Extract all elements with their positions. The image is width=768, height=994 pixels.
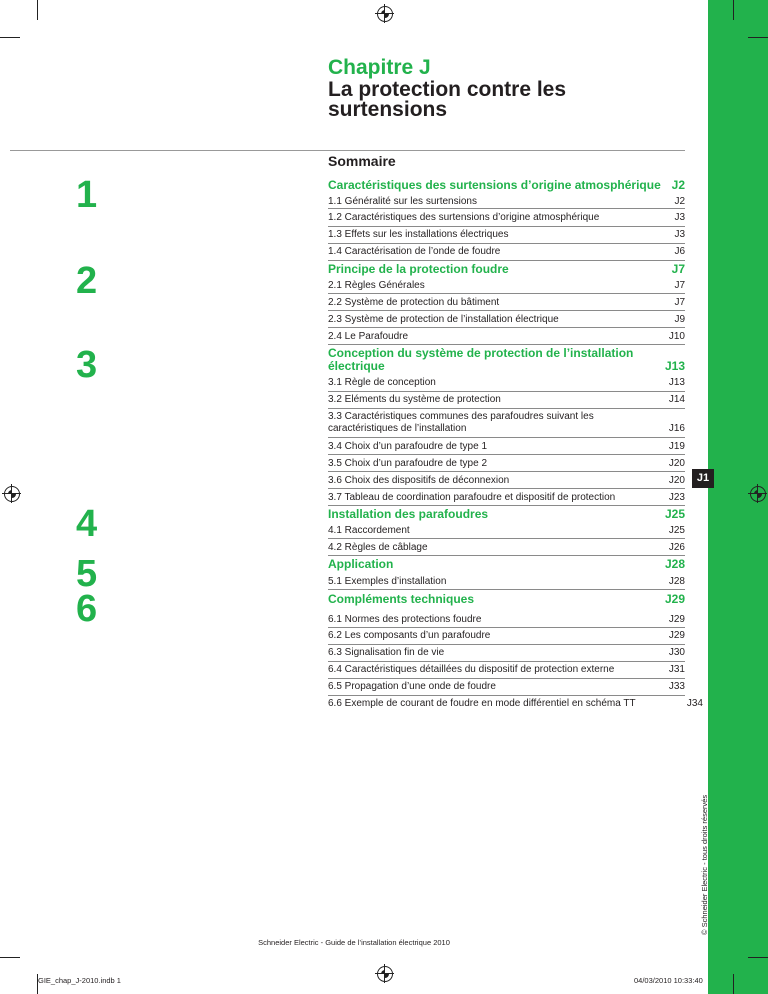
section-title[interactable]: Application J28 xyxy=(328,557,685,571)
toc-item[interactable]: 6.3 Signalisation fin de vie J30 xyxy=(328,647,685,658)
section-number: 5 xyxy=(76,553,98,595)
section-number: 4 xyxy=(76,503,98,545)
sommaire-heading: Sommaire xyxy=(328,153,396,169)
toc-rule xyxy=(328,589,685,590)
chapter-label: Chapitre J xyxy=(328,56,431,79)
toc-rule xyxy=(328,454,685,455)
toc-rule xyxy=(328,555,685,556)
toc-rule xyxy=(328,538,685,539)
date-slug: 04/03/2010 10:33:40 xyxy=(634,976,703,985)
toc-item[interactable]: 1.1 Généralité sur les surtensions J2 xyxy=(328,196,685,207)
page-footer: Schneider Electric - Guide de l’installation électrique 2010 xyxy=(258,938,450,947)
toc-item[interactable]: 5.1 Exemples d’installation J28 xyxy=(328,576,685,587)
toc-item[interactable]: 4.2 Règles de câblage J26 xyxy=(328,542,685,553)
section-number: 2 xyxy=(76,260,98,302)
toc-item[interactable]: 3.2 Eléments du système de protection J14 xyxy=(328,394,685,405)
toc-item[interactable]: 2.4 Le Parafoudre J10 xyxy=(328,331,685,342)
toc-item[interactable]: 3.6 Choix des dispositifs de déconnexion J20 xyxy=(328,475,685,486)
toc-rule xyxy=(328,226,685,227)
toc-item[interactable]: 3.4 Choix d’un parafoudre de type 1 J19 xyxy=(328,441,685,452)
toc-rule xyxy=(328,391,685,392)
crop-mark xyxy=(733,0,734,20)
registration-mark-icon xyxy=(750,486,766,502)
toc-rule xyxy=(328,437,685,438)
divider xyxy=(10,150,685,151)
toc-item[interactable]: 6.5 Propagation d’une onde de foudre J33 xyxy=(328,681,685,692)
toc-rule xyxy=(328,260,685,261)
chapter-tab: J1 xyxy=(692,469,714,488)
crop-mark xyxy=(733,974,734,994)
toc-rule xyxy=(328,327,685,328)
toc-item[interactable]: 3.1 Règle de conception J13 xyxy=(328,377,685,388)
toc-item[interactable]: 3.3 Caractéristiques communes des parafoudres suivant les caractéristiques de l’installation J16 xyxy=(328,411,685,434)
chapter-title: La protection contre les surtensions xyxy=(328,78,567,121)
toc-item[interactable]: 1.3 Effets sur les installations électriques J3 xyxy=(328,229,685,240)
toc-rule xyxy=(328,471,685,472)
toc-rule xyxy=(328,310,685,311)
toc-item[interactable]: 2.2 Système de protection du bâtiment J7 xyxy=(328,297,685,308)
toc-rule xyxy=(328,243,685,244)
toc-item[interactable]: 6.1 Normes des protections foudre J29 xyxy=(328,614,685,625)
toc-item[interactable]: 1.4 Caractérisation de l’onde de foudre J6 xyxy=(328,246,685,257)
section-title[interactable]: Principe de la protection foudre J7 xyxy=(328,262,685,276)
toc-rule xyxy=(328,344,685,345)
toc-rule xyxy=(328,695,685,696)
registration-mark-icon xyxy=(4,486,20,502)
toc-rule xyxy=(328,644,685,645)
crop-mark xyxy=(0,957,20,958)
section-number: 6 xyxy=(76,588,98,630)
crop-mark xyxy=(37,0,38,20)
toc-rule xyxy=(328,661,685,662)
toc-rule xyxy=(328,408,685,409)
toc-rule xyxy=(328,293,685,294)
section-title[interactable]: Conception du système de protection de l’installation électrique J13 xyxy=(328,346,685,373)
toc-item[interactable]: 1.2 Caractéristiques des surtensions d’origine atmosphérique J3 xyxy=(328,212,685,223)
copyright: © Schneider Electric - tous droits réservés xyxy=(700,794,709,935)
toc-item[interactable]: 6.4 Caractéristiques détaillées du dispositif de protection externe J31 xyxy=(328,664,685,675)
toc-rule xyxy=(328,505,685,506)
toc-item[interactable]: 2.1 Règles Générales J7 xyxy=(328,280,685,291)
crop-mark xyxy=(748,957,768,958)
toc-item[interactable]: 2.3 Système de protection de l’installation électrique J9 xyxy=(328,314,685,325)
registration-mark-icon xyxy=(377,6,393,22)
toc-item[interactable]: 6.2 Les composants d’un parafoudre J29 xyxy=(328,630,685,641)
file-slug: GIE_chap_J-2010.indb 1 xyxy=(38,976,121,985)
toc-rule xyxy=(328,208,685,209)
section-number: 1 xyxy=(76,174,98,216)
toc-rule xyxy=(328,627,685,628)
section-title[interactable]: Caractéristiques des surtensions d’origine atmosphérique J2 xyxy=(328,178,685,192)
section-title[interactable]: Compléments techniques J29 xyxy=(328,592,685,606)
toc-rule xyxy=(328,678,685,679)
registration-mark-icon xyxy=(377,966,393,982)
toc-item[interactable]: 4.1 Raccordement J25 xyxy=(328,525,685,536)
toc-item[interactable]: 6.6 Exemple de courant de foudre en mode différentiel en schéma TT J34 xyxy=(328,698,703,709)
crop-mark xyxy=(748,37,768,38)
crop-mark xyxy=(0,37,20,38)
toc-rule xyxy=(328,488,685,489)
toc-item[interactable]: 3.7 Tableau de coordination parafoudre et dispositif de protection J23 xyxy=(328,492,685,503)
toc-item[interactable]: 3.5 Choix d’un parafoudre de type 2 J20 xyxy=(328,458,685,469)
section-number: 3 xyxy=(76,344,98,386)
section-title[interactable]: Installation des parafoudres J25 xyxy=(328,507,685,521)
